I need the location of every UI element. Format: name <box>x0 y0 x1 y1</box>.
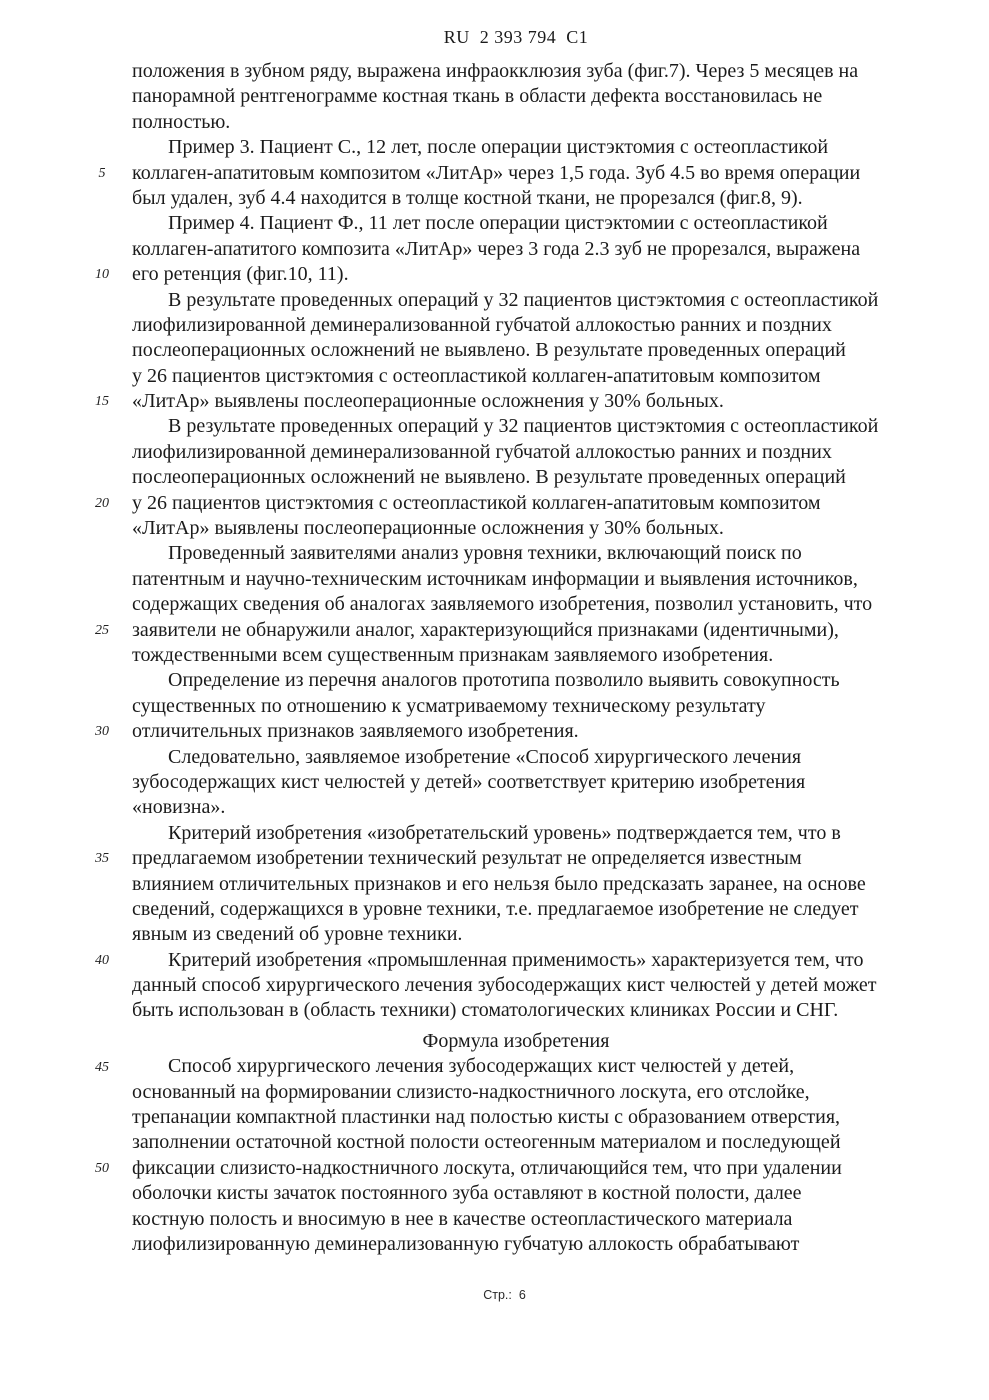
text-line: влиянием отличительных признаков и его нельзя было предсказать заранее, на основе <box>132 872 866 895</box>
text-line: В результате проведенных операций у 32 пациентов цистэктомия с остеопластикой <box>168 415 879 438</box>
text-line: содержащих сведения об аналогах заявляемого изобретения, позволил установить, что <box>132 593 873 616</box>
line-number: 45 <box>95 1059 109 1075</box>
text-line: тождественными всем существенным признакам заявляемого изобретения. <box>132 643 774 666</box>
patent-text-column <box>132 59 900 1257</box>
text-line: оболочки кисты зачаток постоянного зуба оставляют в костной полости, далее <box>132 1182 802 1205</box>
footer-page-number: 6 <box>518 1288 526 1302</box>
text-line: Критерий изобретения «изобретательский уровень» подтверждается тем, что в <box>168 821 841 844</box>
text-line: Критерий изобретения «промышленная применимость» характеризуется тем, что <box>168 948 864 971</box>
text-line: «ЛитАр» выявлены послеоперационные осложнения у 30% больных. <box>132 390 724 413</box>
text-line: сведений, содержащихся в уровне техники, т.е. предлагаемое изобретение не следует <box>132 897 859 920</box>
text-line: лиофилизированной деминерализованной губчатой аллокостью ранних и поздних <box>132 440 832 463</box>
text-line: послеоперационных осложнений не выявлено. В результате проведенных операций <box>132 466 846 489</box>
text-line: коллаген-апатитого композита «ЛитАр» через 3 года 2.3 зуб не прорезался, выражена <box>132 237 861 260</box>
text-line: существенных по отношению к усматриваемому техническому результату <box>132 694 766 717</box>
text-line: зубосодержащих кист челюстей у детей» соответствует критерию изобретения <box>132 770 806 793</box>
text-line: В результате проведенных операций у 32 пациентов цистэктомия с остеопластикой <box>168 288 879 311</box>
text-line: Проведенный заявителями анализ уровня техники, включающий поиск по <box>168 542 802 565</box>
text-line: его ретенция (фиг.10, 11). <box>132 263 349 286</box>
text-line: у 26 пациентов цистэктомия с остеопластикой коллаген-апатитовым композитом <box>132 364 821 387</box>
text-line: предлагаемом изобретении технический результат не определяется известным <box>132 847 802 870</box>
text-line: костную полость и вносимую в нее в качестве остеопластического материала <box>132 1207 793 1230</box>
line-number: 5 <box>98 165 106 181</box>
text-line: панорамной рентгенограмме костная ткань в области дефекта восстановилась не <box>132 85 823 108</box>
text-line: быть использован в (область техники) стоматологических клиниках России и СНГ. <box>132 999 839 1022</box>
text-line: коллаген-апатитовым композитом «ЛитАр» через 1,5 года. Зуб 4.5 во время операции <box>132 161 861 184</box>
text-line: основанный на формировании слизисто-надкостничного лоскута, его отслойке, <box>132 1080 810 1103</box>
text-line: данный способ хирургического лечения зубосодержащих кист челюстей у детей может <box>132 974 877 997</box>
line-number: 20 <box>95 495 109 511</box>
line-number: 40 <box>95 953 109 968</box>
text-line: патентным и научно-техническим источникам информации и выявления источников, <box>132 567 858 590</box>
line-number: 50 <box>95 1161 109 1177</box>
text-line: Пример 3. Пациент С., 12 лет, после операции цистэктомия с остеопластикой <box>168 136 829 159</box>
text-line: полностью. <box>132 110 231 133</box>
text-line: заявители не обнаружили аналог, характеризующийся признаками (идентичными), <box>132 618 839 641</box>
text-line: Способ хирургического лечения зубосодержащих кист челюстей у детей, <box>168 1055 795 1078</box>
text-line: лиофилизированной деминерализованной губчатой аллокостью ранних и поздних <box>132 313 832 336</box>
text-line: заполнении остаточной костной полости остеогенным материалом и последующей <box>132 1131 841 1154</box>
text-line: у 26 пациентов цистэктомия с остеопластикой коллаген-апатитовым композитом <box>132 491 821 514</box>
text-line: «ЛитАр» выявлены послеоперационные осложнения у 30% больных. <box>132 517 724 540</box>
text-line: отличительных признаков заявляемого изобретения. <box>132 720 579 743</box>
line-number: 30 <box>95 724 109 740</box>
patent-publication-number: RU 2 393 794 C1 <box>443 27 589 47</box>
text-line: Следовательно, заявляемое изобретение «Способ хирургического лечения <box>168 745 802 768</box>
text-line: послеоперационных осложнений не выявлено. В результате проведенных операций <box>132 339 846 362</box>
text-line: лиофилизированную деминерализованную губчатую аллокость обрабатывают <box>132 1232 800 1255</box>
text-line: Определение из перечня аналогов прототипа позволило выявить совокупность <box>168 669 840 692</box>
text-line: трепанации компактной пластинки над полостью кисты с образованием отверстия, <box>132 1106 841 1129</box>
line-number: 10 <box>95 267 109 283</box>
claims-heading: Формула изобретения <box>422 1029 610 1052</box>
line-number: 15 <box>95 394 109 410</box>
text-line: положения в зубном ряду, выражена инфраокклюзия зуба (фиг.7). Через 5 месяцев на <box>132 60 859 82</box>
text-line: фиксации слизисто-надкостничного лоскута, отличающийся тем, что при удалении <box>132 1156 842 1179</box>
line-number: 35 <box>95 851 109 867</box>
text-line: был удален, зуб 4.4 находится в толще костной ткани, не прорезался (фиг.8, 9). <box>132 186 803 209</box>
text-line: явным из сведений об уровне техники. <box>132 923 463 946</box>
text-line: Пример 4. Пациент Ф., 11 лет после операции цистэктомии с остеопластикой <box>168 212 828 235</box>
line-number: 25 <box>95 622 109 638</box>
text-line: «новизна». <box>132 796 226 819</box>
footer-page-label: Стр.: <box>483 1288 512 1302</box>
page-footer <box>20 1288 989 1302</box>
